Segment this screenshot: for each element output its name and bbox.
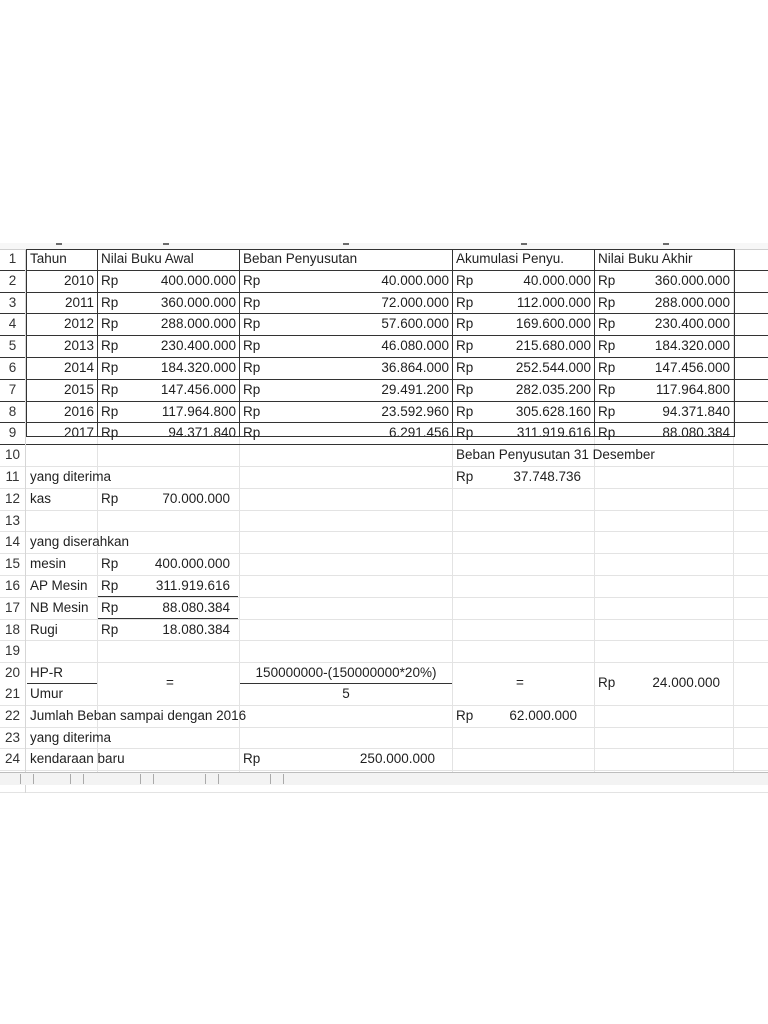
currency-cell[interactable]: Rp [101,425,119,441]
kas-value[interactable]: 70.000.000 [162,490,230,506]
nilai-buku-awal-cell[interactable]: 147.456.000 [160,381,236,397]
sheet-row [0,684,768,706]
ap-mesin-label[interactable]: AP Mesin [30,577,88,593]
sheet-row [0,358,768,380]
table-divider [239,249,240,437]
rugi-value[interactable]: 18.080.384 [162,621,230,637]
table-divider [594,249,595,437]
nilai-buku-awal-cell[interactable]: 400.000.000 [160,272,236,288]
kendaraan-baru-label[interactable]: kendaraan baru [30,751,125,767]
sheet-row [0,489,768,511]
currency-cell[interactable]: Rp [101,316,119,332]
currency-cell[interactable]: Rp [101,381,119,397]
nilai-buku-awal-cell[interactable]: 230.400.000 [160,338,236,354]
yang-diterima-2-label[interactable]: yang diterima [30,729,112,745]
year-cell[interactable]: 2013 [63,338,94,354]
beban-cell[interactable]: 23.592.960 [381,403,449,419]
row-header[interactable]: 13 [0,511,26,533]
currency-cell[interactable]: Rp [243,425,261,441]
akumulasi-cell[interactable]: 215.680.000 [515,338,591,354]
add-sheet-button[interactable] [270,774,284,784]
row-header[interactable]: 8 [0,402,26,424]
currency-cell[interactable]: Rp [456,316,474,332]
row-header[interactable]: 15 [0,554,26,576]
ap-mesin-value[interactable]: 311.919.616 [155,577,230,593]
row-header[interactable]: 14 [0,532,26,554]
mesin-value[interactable]: 400.000.000 [154,556,230,572]
formula-result[interactable]: 24.000.000 [652,675,720,691]
row-header[interactable]: 21 [0,684,26,706]
currency-cell[interactable]: Rp [456,338,474,354]
header-akumulasi[interactable]: Akumulasi Penyu. [456,251,565,266]
currency-cell[interactable]: Rp [598,403,616,419]
currency-cell[interactable]: Rp [101,294,119,310]
sheet-row [0,576,768,598]
currency-cell[interactable]: Rp [101,556,119,572]
sheet-row [0,380,768,402]
row-header[interactable]: 9 [0,423,26,445]
nilai-buku-awal-cell[interactable]: 117.964.800 [161,403,236,419]
sheet-row [0,706,768,728]
row-header[interactable]: 6 [0,358,26,380]
column-tick [521,243,527,245]
row-header[interactable]: 16 [0,576,26,598]
sheet-row [0,511,768,533]
nilai-buku-akhir-cell[interactable]: 288.000.000 [654,294,730,310]
row-header[interactable]: 18 [0,620,26,642]
currency-cell[interactable]: Rp [598,272,616,288]
currency-cell[interactable]: Rp [101,490,119,506]
currency-cell[interactable]: Rp [456,425,474,441]
currency-cell[interactable]: Rp [243,294,261,310]
year-cell[interactable]: 2017 [63,425,94,441]
mesin-label[interactable]: mesin [30,556,67,572]
sheet-row [0,293,768,315]
currency-cell[interactable]: Rp [243,316,261,332]
sheet-row [0,249,768,271]
hp-r-label[interactable]: HP-R [27,663,97,684]
header-nilai-buku-awal[interactable]: Nilai Buku Awal [101,251,194,266]
currency-cell[interactable]: Rp [456,272,474,288]
currency-cell[interactable]: Rp [243,403,261,419]
sheet-row [0,598,768,620]
currency-cell[interactable]: Rp [101,577,119,593]
currency-cell[interactable]: Rp [456,707,474,723]
akumulasi-cell[interactable]: 311.919.616 [516,425,591,441]
currency-cell[interactable]: Rp [101,599,119,615]
currency-cell[interactable]: Rp [456,381,474,397]
formula-denominator[interactable]: 5 [342,685,350,701]
currency-cell[interactable]: Rp [243,381,261,397]
table-divider [97,249,98,437]
nilai-buku-akhir-cell[interactable]: 94.371.840 [662,403,730,419]
row-header[interactable]: 19 [0,641,26,663]
year-cell[interactable]: 2015 [63,381,94,397]
sheet-row [0,423,768,445]
currency-cell[interactable]: Rp [101,403,119,419]
beban-31-desember-value[interactable]: 37.748.736 [513,468,581,484]
beban-cell[interactable]: 40.000.000 [381,272,449,288]
currency-cell[interactable]: Rp [598,359,616,375]
column-tick [343,243,349,245]
currency-cell[interactable]: Rp [598,381,616,397]
jumlah-beban-value[interactable]: 62.000.000 [509,707,577,723]
row-header[interactable]: 1 [0,249,26,271]
row-header[interactable]: 4 [0,314,26,336]
currency-cell[interactable]: Rp [243,359,261,375]
year-cell[interactable]: 2016 [63,403,94,419]
header-beban-penyusutan[interactable]: Beban Penyusutan [243,251,358,266]
nilai-buku-akhir-cell[interactable]: 147.456.000 [654,359,730,375]
kendaraan-baru-value[interactable]: 250.000.000 [359,751,435,767]
beban-cell[interactable]: 72.000.000 [381,294,449,310]
row-header[interactable]: 20 [0,663,26,685]
row-header[interactable]: 2 [0,271,26,293]
akumulasi-cell[interactable]: 282.035.200 [515,381,591,397]
header-tahun[interactable]: Tahun [30,251,67,266]
row-header[interactable]: 17 [0,598,26,620]
sheet-tab[interactable] [205,774,219,784]
currency-cell[interactable]: Rp [598,316,616,332]
spreadsheet-grid[interactable] [0,243,768,778]
nilai-buku-akhir-cell[interactable]: 117.964.800 [655,381,730,397]
year-cell[interactable]: 2011 [64,294,94,310]
currency-cell[interactable]: Rp [598,675,616,691]
nilai-buku-awal-cell[interactable]: 184.320.000 [160,359,236,375]
currency-cell[interactable]: Rp [598,294,616,310]
akumulasi-cell[interactable]: 112.000.000 [516,294,591,310]
currency-cell[interactable]: Rp [101,359,119,375]
row-header[interactable]: 3 [0,293,26,315]
yang-diterima-label[interactable]: yang diterima [30,468,112,484]
column-tick [663,243,669,245]
yang-diserahkan-label[interactable]: yang diserahkan [30,534,130,550]
row-header[interactable]: 23 [0,728,26,750]
rows-container [0,249,768,793]
currency-cell[interactable]: Rp [456,294,474,310]
currency-cell[interactable]: Rp [456,468,474,484]
column-tick [163,243,169,245]
sheet-row [0,402,768,424]
sheet-tab[interactable] [140,774,154,784]
beban-cell[interactable]: 57.600.000 [381,316,449,332]
table-divider [452,249,453,437]
nb-mesin-label[interactable]: NB Mesin [30,599,89,615]
equals-sign[interactable]: = [166,675,174,691]
jumlah-beban-label[interactable]: Jumlah Beban sampai dengan 2016 [30,707,247,723]
sheet-row [0,532,768,554]
nilai-buku-awal-cell[interactable]: 94.371.840 [168,425,236,441]
beban-cell[interactable]: 6.291.456 [388,425,449,441]
currency-cell[interactable]: Rp [101,621,119,637]
sheet-row [0,663,768,691]
nb-mesin-value[interactable]: 88.080.384 [162,599,230,615]
row-header[interactable]: 11 [0,467,26,489]
row-header[interactable]: 10 [0,445,26,467]
sheet-row [0,467,768,489]
umur-label[interactable]: Umur [30,685,63,701]
sheet-row [0,445,768,467]
nilai-buku-akhir-cell[interactable]: 88.080.384 [662,425,730,441]
currency-cell[interactable]: Rp [243,338,261,354]
currency-cell[interactable]: Rp [243,751,261,767]
akumulasi-cell[interactable]: 40.000.000 [523,272,591,288]
header-nilai-buku-akhir[interactable]: Nilai Buku Akhir [598,251,693,266]
formula-numerator[interactable]: 150000000-(150000000*20%) [240,663,452,684]
nilai-buku-awal-cell[interactable]: 360.000.000 [160,294,236,310]
row-header[interactable]: 22 [0,706,26,728]
sheet-row [0,641,768,663]
beban-31-desember-label[interactable]: Beban Penyusutan 31 Desember [456,447,655,463]
column-tick [56,243,62,245]
akumulasi-cell[interactable]: 169.600.000 [515,316,591,332]
year-cell[interactable]: 2012 [63,316,94,332]
currency-cell[interactable]: Rp [598,425,616,441]
currency-cell[interactable]: Rp [456,403,474,419]
currency-cell[interactable]: Rp [101,272,119,288]
currency-cell[interactable]: Rp [101,338,119,354]
akumulasi-cell[interactable]: 252.544.000 [515,359,591,375]
sheet-row [0,336,768,358]
currency-cell[interactable]: Rp [243,272,261,288]
year-cell[interactable]: 2010 [63,272,94,288]
rugi-label[interactable]: Rugi [30,621,58,637]
row-header[interactable]: 7 [0,380,26,402]
beban-cell[interactable]: 29.491.200 [381,381,449,397]
sheet-row [0,749,768,771]
sheet-row [0,554,768,576]
akumulasi-cell[interactable]: 305.628.160 [515,403,591,419]
sheet-row [0,728,768,750]
year-cell[interactable]: 2014 [63,359,94,375]
beban-cell[interactable]: 36.864.000 [381,359,449,375]
sheet-tab[interactable] [20,774,34,784]
nilai-buku-akhir-cell[interactable]: 360.000.000 [654,272,730,288]
row-header[interactable]: 24 [0,749,26,771]
sheet-row [0,620,768,642]
currency-cell[interactable]: Rp [456,359,474,375]
equals-sign[interactable]: = [516,675,524,691]
nilai-buku-awal-cell[interactable]: 288.000.000 [160,316,236,332]
currency-cell[interactable]: Rp [598,338,616,354]
sheet-tabs-bar [0,772,768,785]
kas-label[interactable]: kas [30,490,52,506]
row-header[interactable]: 12 [0,489,26,511]
beban-cell[interactable]: 46.080.000 [381,338,449,354]
nilai-buku-akhir-cell[interactable]: 230.400.000 [654,316,730,332]
row-header[interactable]: 5 [0,336,26,358]
nilai-buku-akhir-cell[interactable]: 184.320.000 [654,338,730,354]
sheet-tab[interactable] [70,774,84,784]
sheet-row [0,314,768,336]
sheet-row [0,271,768,293]
